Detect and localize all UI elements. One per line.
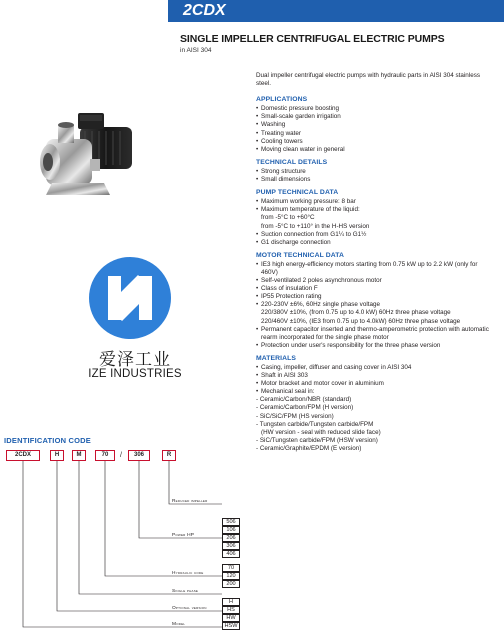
label-hydraulic-code: Hydraulic code — [172, 571, 204, 576]
list-subitem: - SiC/SiC/FPM (HS version) — [256, 412, 334, 420]
list-item: • Small-scale garden irrigation — [256, 113, 496, 121]
list-item: • Suction connection from G1¼ to G1½ — [256, 231, 496, 239]
list-item: • Mechanical seal in: — [256, 388, 496, 396]
applications-heading: APPLICATIONS — [256, 96, 308, 104]
list-item: • Domestic pressure boosting — [256, 105, 496, 113]
page-subtitle: in AISI 304 — [180, 47, 212, 54]
list-item: • Maximum working pressure: 8 bar — [256, 198, 496, 206]
code-box-power: 306 — [128, 450, 150, 461]
list-item: • Motor bracket and motor cover in aluminium — [256, 380, 496, 388]
page-title: SINGLE IMPELLER CENTRIFUGAL ELECTRIC PUMPS — [180, 33, 445, 45]
materials-heading: MATERIALS — [256, 354, 297, 362]
code-box-optional: H — [50, 450, 64, 461]
option-hydraulic: 120 — [222, 572, 240, 580]
list-item: • IE3 high energy-efficiency motors starting from 0.75 kW up to 2.2 kW (only for 460V) — [256, 261, 496, 277]
list-subitem: from -5°C to +110° in the H-HS version — [261, 222, 370, 230]
list-subitem: - SiC/Tungsten carbide/FPM (HSW version) — [256, 436, 378, 444]
label-optional-version: Optional version — [172, 606, 207, 611]
list-subitem: (HW version - seal with reduced slide face) — [261, 428, 381, 436]
code-slash: / — [120, 452, 122, 459]
code-box-impeller: R — [162, 450, 176, 461]
label-reduced-impeller: Reduced impeller — [172, 499, 208, 504]
option-hydraulic: 200 — [222, 580, 240, 588]
product-code-title: 2CDX — [183, 2, 226, 19]
option-version: HSW — [222, 622, 240, 630]
label-model: Model — [172, 622, 186, 627]
label-single-phase: Single phase — [172, 589, 199, 594]
option-version: HS — [222, 606, 240, 614]
list-item: • Casing, impeller, diffuser and casing cover in AISI 304 — [256, 364, 496, 372]
option-power: 506 — [222, 518, 240, 526]
option-power: 406 — [222, 550, 240, 558]
list-item: • 220-230V ±6%, 60Hz single phase voltage — [256, 301, 496, 309]
list-item: • Cooling towers — [256, 138, 496, 146]
list-subitem: - Ceramic/Carbon/FPM (H version) — [256, 404, 354, 412]
pump-technical-heading: PUMP TECHNICAL DATA — [256, 189, 339, 197]
option-version: H — [222, 598, 240, 606]
list-item: • Permanent capacitor inserted and thermo-amperometric protection with automatic rearm incorporated for the single phase motor — [256, 326, 496, 342]
list-item: • Washing — [256, 121, 496, 129]
list-subitem: - Tungsten carbide/Tungsten carbide/FPM — [256, 420, 374, 428]
code-box-phase: M — [72, 450, 86, 461]
list-subitem: - Ceramic/Graphite/EPDM (E version) — [256, 444, 362, 452]
code-box-hydraulic: 70 — [95, 450, 115, 461]
option-power: 306 — [222, 542, 240, 550]
option-hydraulic: 70 — [222, 564, 240, 572]
label-power-hp: Power HP — [172, 533, 195, 538]
list-subitem: from -5°C to +60°C — [261, 214, 315, 222]
list-item: • Self-ventilated 2 poles asynchronous motor — [256, 277, 496, 285]
list-item: • Strong structure — [256, 168, 496, 176]
list-subitem: 220/460V ±10%, (IE3 from 0.75 up to 4.0kW) 60Hz three phase voltage — [261, 317, 461, 325]
logo-english-text: IZE INDUSTRIES — [88, 368, 182, 380]
list-item: • Protection under user's responsibility for the three phase version — [256, 342, 496, 350]
list-item: • Shaft in AISI 303 — [256, 372, 496, 380]
intro-text: Dual impeller centrifugal electric pumps with hydraulic parts in AISI 304 stainless steel. — [256, 72, 480, 88]
list-item: • Small dimensions — [256, 176, 496, 184]
list-item: • Treating water — [256, 130, 496, 138]
list-subitem: - Ceramic/Carbon/NBR (standard) — [256, 396, 352, 404]
option-version: HW — [222, 614, 240, 622]
technical-details-heading: TECHNICAL DETAILS — [256, 158, 328, 166]
list-item: • IP55 Protection rating — [256, 293, 496, 301]
option-power: 106 — [222, 526, 240, 534]
code-box-model: 2CDX — [6, 450, 40, 461]
option-power: 206 — [222, 534, 240, 542]
list-item: • Moving clean water in general — [256, 146, 496, 154]
list-item: • G1 discharge connection — [256, 239, 496, 247]
identification-code-heading: IDENTIFICATION CODE — [4, 436, 91, 445]
motor-technical-heading: MOTOR TECHNICAL DATA — [256, 251, 344, 259]
list-item: • Class of insulation F — [256, 285, 496, 293]
list-item: • Maximum temperature of the liquid: — [256, 206, 496, 214]
logo-chinese-text: 爱泽工业 — [99, 350, 171, 370]
list-subitem: 220/380V ±10%, (from 0.75 up to 4.0 kW) 60Hz three phase voltage — [261, 309, 451, 317]
